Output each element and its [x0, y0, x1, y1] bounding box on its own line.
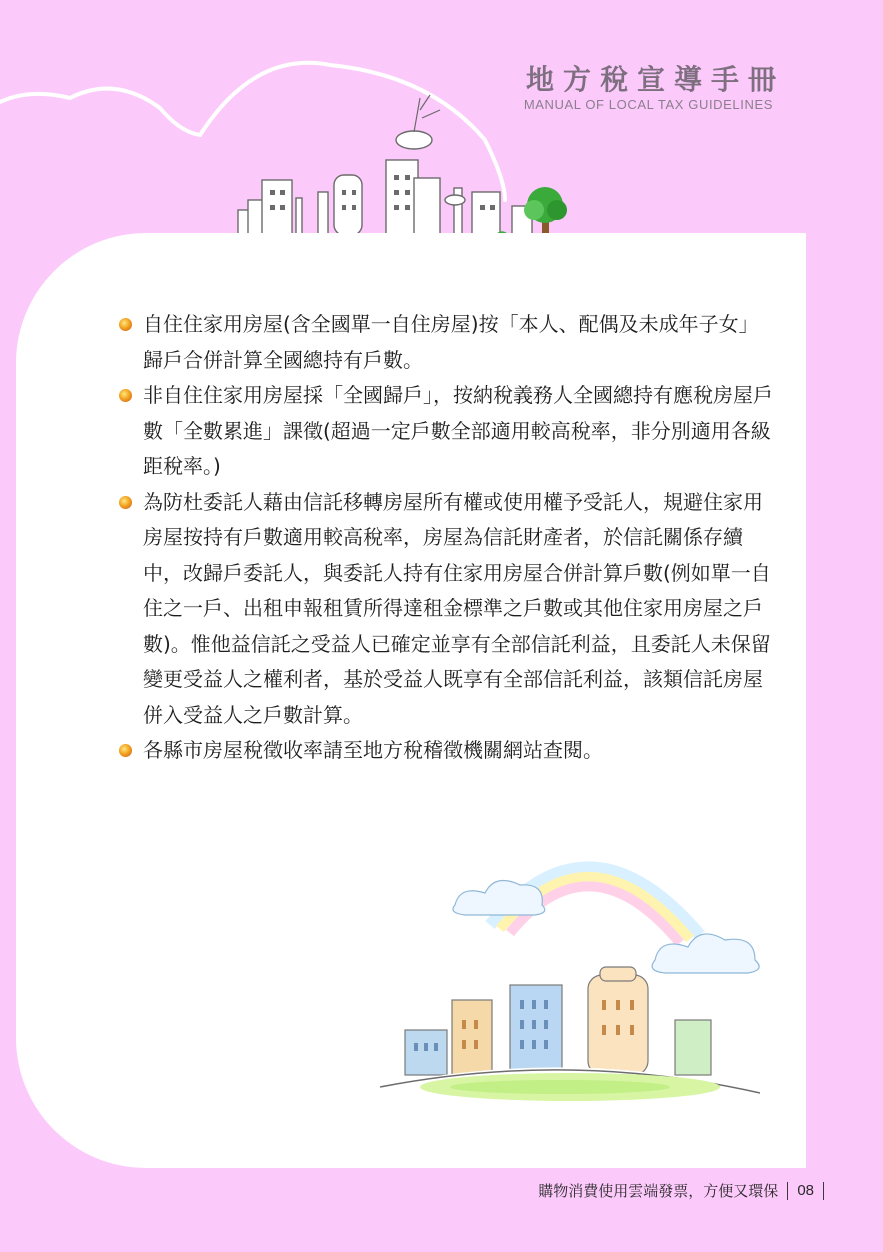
rainbow-town-illustration [370, 825, 770, 1115]
bullet-icon [119, 318, 132, 331]
list-item [116, 378, 776, 485]
list-item-text: 自住住家用房屋(含全國單一自住房屋)按「本人、配偶及未成年子女」歸戶合併計算全國總持有戶數。 [143, 312, 759, 372]
footer [538, 1180, 833, 1201]
footer-divider [823, 1182, 824, 1200]
list-item-text: 非自住住家用房屋採「全國歸戶」，按納稅義務人全國總持有應稅房屋戶數「全數累進」課徵(超過一定戶數全部適用較高稅率，非分別適用各級距稅率。) [143, 383, 773, 478]
content-list [116, 307, 776, 769]
list-item-text: 各縣市房屋稅徵收率請至地方稅稽徵機關網站查閱。 [143, 738, 603, 762]
footer-divider [787, 1182, 788, 1200]
list-item-text: 為防杜委託人藉由信託移轉房屋所有權或使用權予受託人，規避住家用房屋按持有戶數適用較高稅率，房屋為信託財產者，於信託關係存續中，改歸戶委託人，與委託人持有住家用房屋合併計算戶數(例如單一自住之一戶、出租申報租賃所得達租金標準之戶數或其他住家用房屋之戶數)。惟他益信託之受益人已確定並享有全部信託利益，且委託人未保留變更受益人之權利者，基於受益人既享有全部信託利益，該類信託房屋併入受益人之戶數計算。 [143, 489, 771, 727]
city-skyline-illustration [0, 60, 600, 260]
list-item [116, 733, 776, 769]
header-title: 地方稅宣導手冊 [525, 63, 785, 96]
page-number: 08 [797, 1182, 814, 1199]
bullet-icon [119, 744, 132, 757]
footer-slogan: 購物消費使用雲端發票，方便又環保 [538, 1182, 779, 1200]
bullet-icon [119, 496, 132, 509]
header-subtitle: MANUAL OF LOCAL TAX GUIDELINES [523, 97, 773, 112]
list-item [116, 307, 776, 378]
bullet-icon [119, 389, 132, 402]
list-item [116, 485, 776, 734]
